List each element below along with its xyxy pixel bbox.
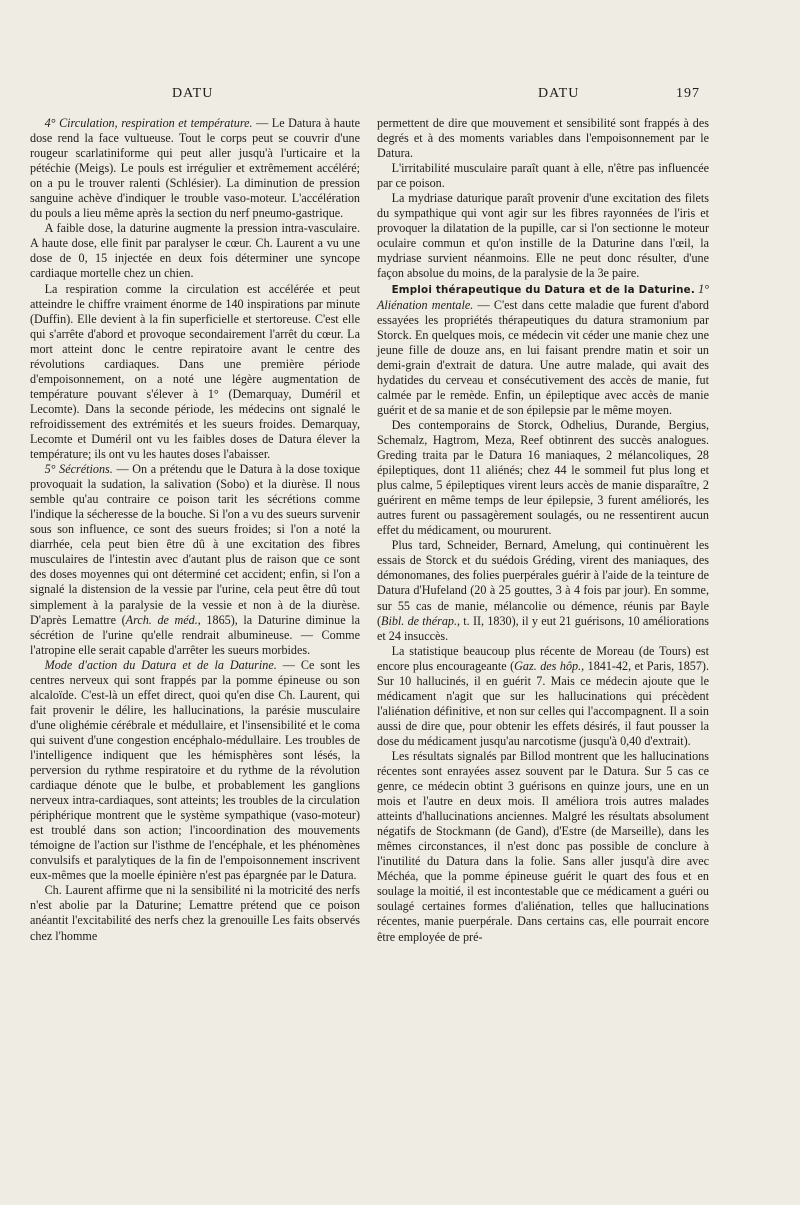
paragraph-text: La statistique beaucoup plus récente de Moreau (de Tours) est encore plus encourageante (	[377, 643, 709, 673]
right-column	[377, 116, 709, 945]
paragraph-text: , 1865), la Daturine diminue la sécrétion de l'urine qu'elle rendrait albumineuse. — Comme l'atropine elle serait capable d'arrêter les sueurs morbides.	[30, 612, 361, 657]
paragraph-text: — On a prétendu que le Datura à la dose toxique provoquait la sudation, la salivation (Sobo) et la diurèse. Il nous semble qu'au contraire ce poison tarit les sécrétions comme l'indique la sécheresse de la bouche. Si l'on a vu des sueurs survenir sous son influence, ce sont des sueurs froides; si l'on a noté la diarrhée, cela peut bien être dû à une excitation des fibres musculaires de l'intestin avec d'autant plus de raison que ce sont des doses moyennes qui ont déterminé cet accident; enfin, si l'on a signalé la distension de la vessie par l'urine, cela peut être dû tout simplement à la paralysie de la vessie et non à de la diurèse. D'après Lemattre (	[30, 462, 360, 627]
paragraph-text: Plus tard, Schneider, Bernard, Amelung, qui continuèrent les essais de Storck et du suédois Gréding, virent des maniaques, des démonomanes, des folies puerpérales guérir à l'aide de la teinture de Datura d'Hufeland (20 à 25 gouttes, 3 à 4 fois par jour). En somme, sur 55 cas de manie, mélancolie ou démence, réunis par Bayle (	[377, 538, 709, 628]
left-column	[30, 116, 360, 944]
paragraph-text: , t. II, 1830), il y eut 21 guérisons, 10 améliorations et 24 insuccès.	[377, 613, 710, 643]
paragraph-mode-action	[30, 658, 360, 884]
section-heading-secretions: 5° Sécrétions.	[44, 462, 113, 477]
paragraph-statistique	[377, 644, 709, 749]
paragraph-circulation	[30, 116, 360, 221]
paragraph-billod: Les résultats signalés par Billod montrent que les hallucinations récentes sont enrayées assez souvent par le Datura. Sur 5 cas ce genre, ce médecin obtint 3 guérisons en quinze jours, une en un mois et l'autre en deux mois. Il améliora trois autres malades atteints d'hallucinations anciennes. Malgré les résultats absolument négatifs de Stockmann (de Gand), d'Estre (de Marseille), dans les mêmes circonstances, il n'est donc pas possible de conclure à l'inutilité du Datura dans la folie. Sans aller jusqu'à dire avec Méchéa, que la pomme épineuse guérit le quart des fous et en soulage la moitié, il est incontestable que ce médicament a guéri ou soulagé certaines formes d'aliénation, telles que hallucinations récentes, manie puerpérale. Dans certains cas, elle pourrait encore être employée de pré-	[377, 748, 709, 944]
paragraph-contemporains: Des contemporains de Storck, Odhelius, Durande, Bergius, Schemalz, Hagtrom, Meza, Reef obtinrent des succès analogues. Greding traita par le Datura 16 maniaques, 2 mélancoliques, 28 épileptiques, dont 11 aliénés; chez 44 le sommeil fut plus long et plus calme, 5 épileptiques virent leurs accès de manie disparaître, 2 guérirent en même temps de leur épilepsie, 3 furent améliorés, les autres furent ou passagèrement soulagés, ou ne ressentirent aucun effet du médicament, ou moururent.	[377, 417, 709, 538]
paragraph-text: — C'est dans cette maladie que furent d'abord essayées les propriétés thérapeutiques du datura stramonium par Storck. En quelques mois, ce médecin vit céder une manie chez une jeune fille de douze ans, en lui faisant prendre matin et soir un demi-grain d'extrait de datura. Une autre malade, qui avait des hydatides du cerveau et consécutivement des accès de manie, fut calmée par le remède. Enfin, un épileptique avec accès de manie guérit et de sa manie et de son épilepsie par le même moyen.	[377, 297, 709, 417]
paragraph-text: — Le Datura à haute dose rend la face vultueuse. Tout le corps peut se couvrir d'une rougeur scarlatiniforme qui peut aller jusqu'à l'urticaire et la pétéchie (Meigs). Le pouls est irrégulier et extrêmement accéléré; on a pu le trouver ralenti (Schlésier). La diminution de pression sanguine achève d'indiquer le trouble vaso-moteur. L'accélération du pouls a lieu même après la section du nerf pneumo-gastrique.	[30, 116, 360, 221]
paragraph-text: , 1841-42, et Paris, 1857). Sur 10 hallucinés, il en guérit 7. Mais ce médecin ajoute que le médicament n'agit que sur les hallucinations qui précèdent l'aliénation définitive, et non sur celles qui l'accompagnent. Il a soin aussi de dire que, pour obtenir les effets désirés, il faut pousser la dose du médicament jusqu'au narcotisme (jusqu'à 0,40 d'extrait).	[377, 658, 709, 748]
section-heading-circulation: 4° Circulation, respiration et température.	[44, 116, 253, 130]
section-heading-emploi: Emploi thérapeutique du Datura et de la Daturine.	[391, 283, 695, 296]
page-number: 197	[676, 86, 700, 101]
paragraph-laurent: Ch. Laurent affirme que ni la sensibilité ni la motricité des nerfs n'est abolie par la Daturine; Lemattre prétend que ce poison anéantit l'excitabilité des nerfs chez la grenouille Les faits observés chez l'homme	[30, 883, 360, 943]
citation: Bibl. de thérap.	[381, 613, 458, 628]
subsection-heading-alienation: 1° Aliénation mentale.	[377, 281, 709, 312]
paragraph-secretions	[30, 462, 360, 658]
paragraph-mydriase: La mydriase daturique paraît provenir d'une excitation des filets du sympathique qui vont agir sur les fibres rayonnées de l'iris et provoquer la dilatation de la pupille, car si l'on sectionne le moteur oculaire commun et qu'on instille de la Daturine dans l'œil, la mydriase survient néanmoins. Elle ne peut donc résulter, d'une façon absolue du moins, de la paralysie de la 3e paire.	[377, 191, 709, 281]
paragraph-emploi-therapeutique	[377, 282, 709, 418]
paragraph-faible-dose: A faible dose, la daturine augmente la pression intra-vasculaire. A haute dose, elle finit par paralyser le cœur. Ch. Laurent a vu une dose de 0, 15 injectée en deux fois déterminer une syncope cardiaque mortelle chez un chien.	[30, 221, 360, 281]
citation: Arch. de méd.	[125, 612, 198, 627]
paragraph-plus-tard	[377, 538, 709, 643]
paragraph-continuation: permettent de dire que mouvement et sensibilité sont frappés à des degrés et à des moments variables dans l'empoisonnement par le Datura.	[377, 116, 709, 161]
section-heading-mode-action: Mode d'action du Datura et de la Daturine.	[44, 657, 277, 672]
paragraph-respiration: La respiration comme la circulation est accélérée et peut atteindre le chiffre vraiment énorme de 140 inspirations par minute (Duffin). Elle devient à la fin superficielle et stertoreuse. C'est elle qui s'arrête d'abord et provoque secondairement l'arrêt du cœur. La mort atteint donc le centre repiratoire avant le centre des révolutions cardiaques. Dans une première période d'empoisonnement, on a noté une légère augmentation de température pouvant s'élever à 1° (Demarquay, Duméril et Lecomte). Dans la seconde période, les médecins ont signalé le refroidissement des extrémités et les sueurs froides. Demarquay, Lecomte et Duméril ont vu les faibles doses de Datura élever la température; ils ont vu les hautes doses l'abaisser.	[30, 281, 360, 462]
paragraph-irritabilite: L'irritabilité musculaire paraît quant à elle, n'être pas influencée par ce poison.	[377, 161, 709, 191]
header-right-title: DATU	[538, 86, 580, 101]
paragraph-text: — Ce sont les centres nerveux qui sont frappés par la pomme épineuse ou son alcaloïde. C'est-là un effet direct, quoi qu'en dise Ch. Laurent, qui fait provenir le délire, les hallucinations, la parésie musculaire d'une olighémie cérébrale et médullaire, et l'insensibilité et le coma qui suivent d'une congestion encéphalo-médullaire. Les troubles de l'intelligence indiquent que les hémisphères sont lésés, la perversion du rythme respiratoire et du rythme de la révolution cardiaque dénote que le bulbe, et probablement les ganglions nerveux intra-cardiaques, sont atteints; les troubles de la circulation périphérique montrent que le système sympathique (vaso-moteur) est troublé dans son action; l'incoordination des mouvements témoigne de l'action sur l'isthme de l'encéphale, et les phénomènes convulsifs et paralytiques de la fin de l'empoisonnement inscrivent eux-mêmes que la moelle épinière n'est pas épargnée par le Datura.	[30, 657, 360, 883]
header-left-title: DATU	[172, 86, 214, 101]
running-header	[0, 86, 800, 106]
citation: Gaz. des hôp.	[514, 658, 582, 673]
